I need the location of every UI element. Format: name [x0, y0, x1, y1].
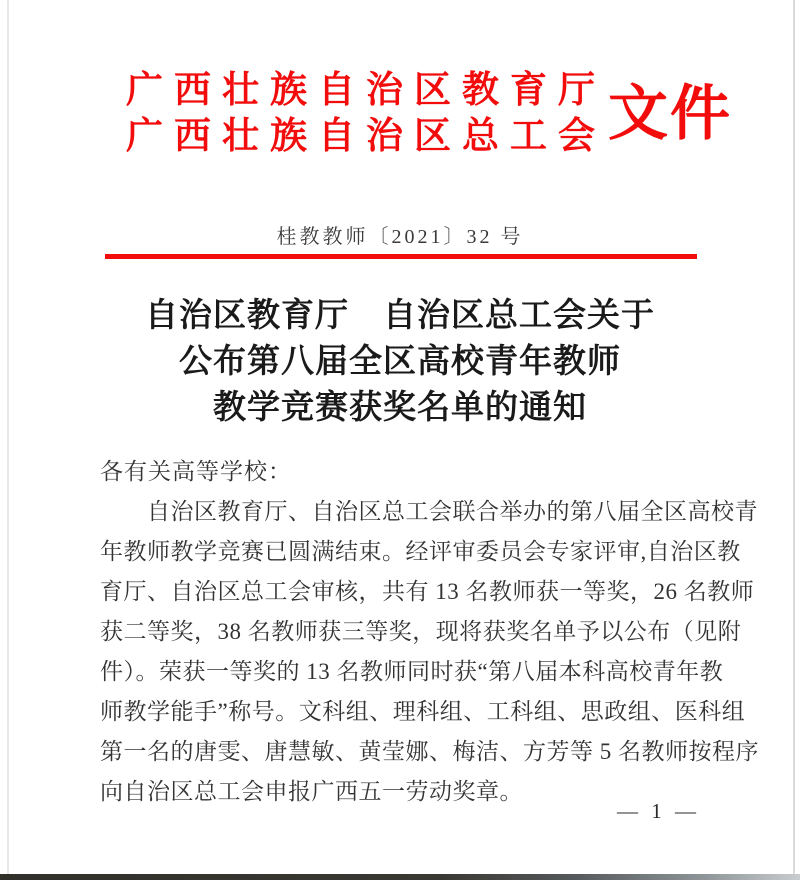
title-line-1: 自治区教育厅 自治区总工会关于 — [145, 298, 655, 334]
document-body — [100, 452, 759, 812]
document-title — [0, 293, 800, 431]
body-text-line: 获二等奖，38 名教师获三等奖，现将获奖名单予以公布（见附 — [100, 619, 742, 644]
red-letterhead — [126, 68, 732, 160]
org-name-trade-union: 广西壮族自治区总工会 — [126, 116, 606, 157]
document-reference-number: 桂教教师〔2021〕32 号 — [276, 226, 524, 248]
salutation-line: 各有关高等学校： — [100, 459, 292, 484]
scan-edge-bottom — [0, 874, 800, 880]
red-separator-rule — [105, 254, 697, 259]
body-text-line: 育厅、自治区总工会审核，共有 13 名教师获一等奖，26 名教师 — [100, 579, 755, 604]
scan-edge-left — [7, 0, 9, 880]
title-line-3: 教学竞赛获奖名单的通知 — [213, 390, 587, 426]
body-text-line: 自治区教育厅、自治区总工会联合举办的第八届全区高校青 — [147, 499, 758, 524]
body-text-line: 年教师教学竞赛已圆满结束。经评审委员会专家评审,自治区教 — [100, 539, 741, 564]
body-text-line: 师教学能手”称号。文科组、理科组、工科组、思政组、医科组 — [100, 699, 746, 724]
scan-edge-right — [793, 0, 795, 880]
document-word-label: 文件 — [608, 81, 732, 147]
issuing-organizations — [126, 68, 606, 160]
title-line-2: 公布第八届全区高校青年教师 — [179, 344, 621, 380]
org-name-education-dept: 广西壮族自治区教育厅 — [126, 70, 606, 111]
page-number: — 1 — — [617, 799, 700, 823]
body-text-line: 件）。荣获一等奖的 13 名教师同时获“第八届本科高校青年教 — [100, 659, 724, 684]
body-text-line: 向自治区总工会申报广西五一劳动奖章。 — [100, 779, 523, 804]
body-text-line: 第一名的唐雯、唐慧敏、黄莹娜、梅洁、方芳等 5 名教师按程序 — [100, 739, 759, 764]
